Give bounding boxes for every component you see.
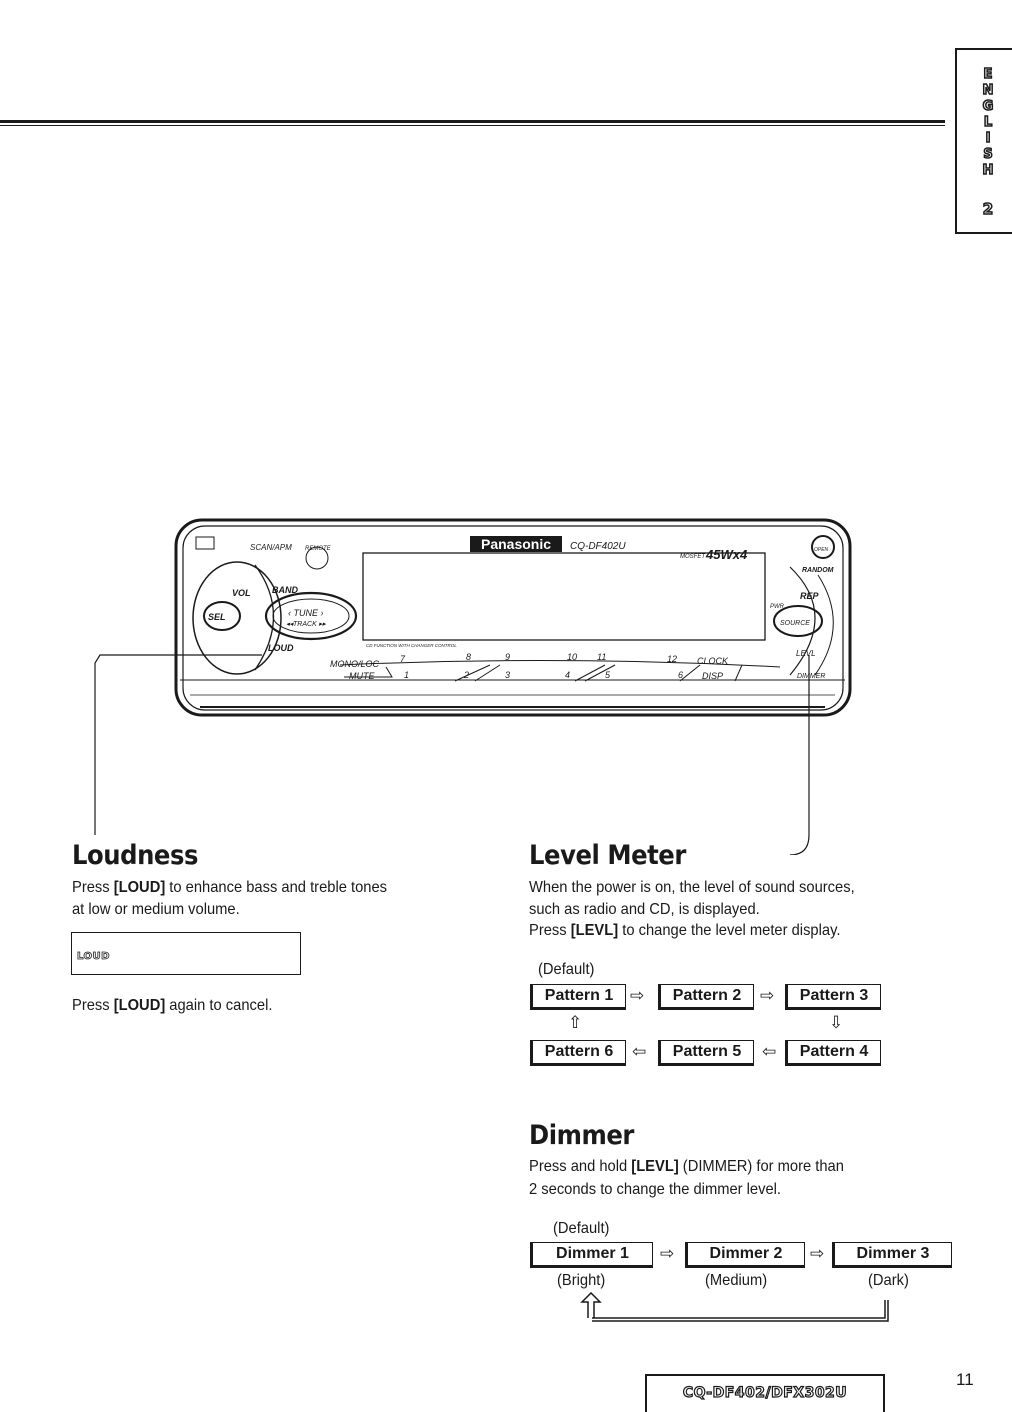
dimmer-2-box: Dimmer 2	[685, 1242, 805, 1268]
mono-loc-label: MONO/LOC	[330, 659, 380, 669]
loud-display-box	[71, 932, 301, 975]
preset-6-label: 6	[678, 670, 684, 680]
pattern-5-box: Pattern 5	[658, 1040, 754, 1066]
dimmer-text-line2: 2 seconds to change the dimmer level.	[529, 1181, 782, 1198]
dimmer-text-line1: Press and hold [LEVL] (DIMMER) for more than	[529, 1158, 844, 1175]
pattern-1-box: Pattern 1	[530, 984, 626, 1010]
pattern-6-box: Pattern 6	[530, 1040, 626, 1066]
model-label: CQ-DF402U	[570, 541, 626, 552]
language-tab-letter: L	[983, 115, 993, 130]
random-label: RANDOM	[802, 567, 834, 574]
band-label: BAND	[272, 585, 298, 595]
header-rule-thin	[0, 125, 945, 126]
language-tab	[955, 48, 1012, 234]
arrow-left-icon: ⇦	[632, 1042, 647, 1062]
preset-8-label: 8	[466, 652, 472, 662]
preset-10-label: 10	[567, 652, 578, 662]
preset-3-label: 3	[505, 670, 511, 680]
source-label: SOURCE	[780, 620, 810, 627]
preset-7-label: 7	[400, 654, 406, 664]
language-tab-letter: E	[983, 67, 993, 82]
dimmer-default-label: (Default)	[553, 1220, 610, 1237]
pattern-4-box: Pattern 4	[785, 1040, 881, 1066]
dimmer-heading: Dimmer	[529, 1120, 634, 1151]
preset-4-label: 4	[565, 670, 571, 680]
preset-9-label: 9	[505, 652, 511, 662]
preset-12-label: 12	[667, 654, 678, 664]
language-tab-number: 2	[982, 200, 994, 218]
preset-2-label: 2	[464, 670, 470, 680]
changer-note-label: CD FUNCTION WITH CHANGER CONTROL	[366, 643, 457, 648]
dimmer-label: DIMMER	[797, 673, 826, 680]
dimmer-1-box: Dimmer 1	[530, 1242, 653, 1268]
dimmer-return-loop-arrow	[575, 1292, 895, 1332]
model-footer-text: CQ-DF402/DFX302U	[682, 1385, 848, 1401]
clock-label: CLOCK	[697, 656, 729, 666]
language-tab-letter: H	[982, 163, 994, 178]
sel-label: SEL	[208, 612, 226, 622]
rep-label: REP	[800, 591, 819, 601]
open-label: OPEN	[814, 547, 829, 553]
level-meter-text-line2: such as radio and CD, is displayed.	[529, 901, 760, 918]
mosfet-label: MOSFET	[680, 554, 705, 560]
language-tab-letter: S	[983, 147, 993, 162]
page-number: 11	[956, 1370, 974, 1389]
pattern-2-box: Pattern 2	[658, 984, 754, 1010]
dimmer-2-sublabel: (Medium)	[705, 1272, 768, 1289]
dimmer-3-box: Dimmer 3	[832, 1242, 952, 1268]
level-meter-text-line3: Press [LEVL] to change the level meter display.	[529, 922, 841, 939]
arrow-right-icon: ⇨	[810, 1244, 825, 1264]
power-rating-label: 45Wx4	[706, 547, 748, 562]
preset-11-label: 11	[597, 652, 607, 662]
tune-label: ‹ TUNE ›	[288, 608, 324, 618]
vol-label: VOL	[232, 588, 251, 598]
model-footer-box	[645, 1374, 885, 1412]
level-meter-heading: Level Meter	[529, 840, 686, 871]
arrow-right-icon: ⇨	[760, 986, 775, 1006]
language-tab-letter: I	[985, 131, 991, 146]
mute-label: MUTE	[349, 671, 375, 681]
levl-label: LEVL	[796, 649, 816, 658]
dimmer-3-sublabel: (Dark)	[868, 1272, 909, 1289]
language-tab-letter: G	[982, 99, 994, 114]
preset-5-label: 5	[605, 670, 611, 680]
arrow-right-icon: ⇨	[660, 1244, 675, 1264]
pwr-label: PWR	[770, 604, 784, 610]
brand-logo: Panasonic	[480, 536, 552, 552]
car-stereo-faceplate-illustration	[0, 515, 1012, 855]
disp-label: DISP	[702, 671, 724, 681]
loudness-text-line2: at low or medium volume.	[72, 901, 240, 918]
loudness-heading: Loudness	[72, 840, 198, 871]
loud-indicator: LOUD	[77, 951, 110, 962]
level-meter-default-label: (Default)	[538, 961, 595, 978]
remote-label: REMOTE	[305, 546, 331, 552]
preset-1-label: 1	[404, 670, 410, 680]
track-label: ◂◂TRACK ▸▸	[286, 621, 326, 628]
pattern-3-box: Pattern 3	[785, 984, 881, 1010]
loud-label: LOUD	[268, 643, 294, 653]
scan-apm-label: SCAN/APM	[250, 543, 292, 552]
loudness-text-line1: Press [LOUD] to enhance bass and treble tones	[72, 879, 387, 896]
arrow-left-icon: ⇦	[762, 1042, 777, 1062]
dimmer-1-sublabel: (Bright)	[557, 1272, 606, 1289]
loudness-cancel-text: Press [LOUD] again to cancel.	[72, 997, 273, 1014]
level-meter-text-line1: When the power is on, the level of sound sources,	[529, 879, 855, 896]
language-tab-letter: N	[982, 83, 994, 98]
arrow-up-icon: ⇧	[568, 1013, 583, 1033]
arrow-right-icon: ⇨	[630, 986, 645, 1006]
header-rule	[0, 120, 945, 123]
arrow-down-icon: ⇩	[829, 1013, 844, 1033]
